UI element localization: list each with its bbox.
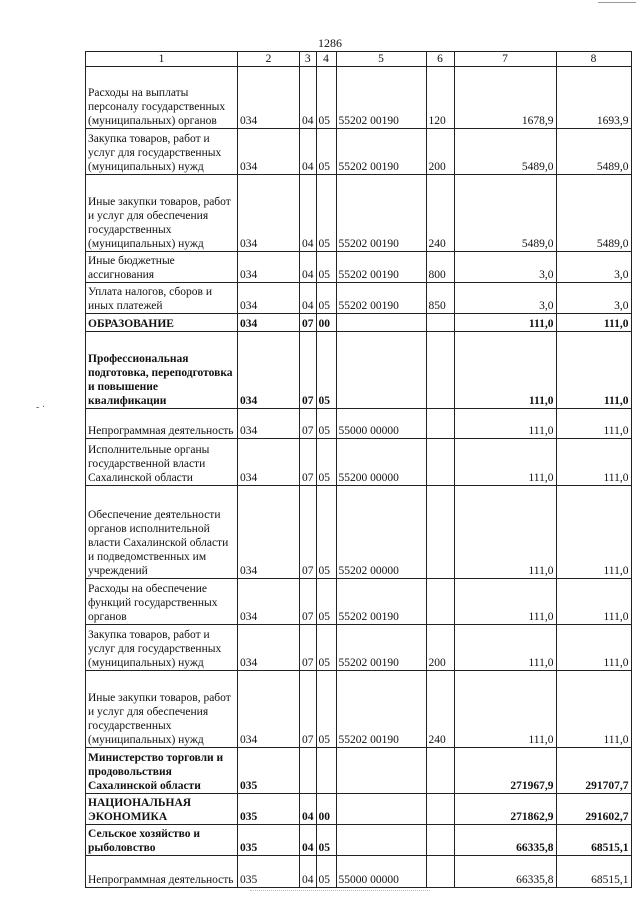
header-cell: 4	[316, 52, 336, 67]
table-row	[86, 486, 632, 579]
row-value-cell	[426, 579, 454, 625]
row-value-cell: 200	[426, 625, 454, 671]
row-value-cell: 800	[426, 252, 454, 283]
table-row	[86, 439, 632, 486]
row-value-cell: 55000 00000	[336, 409, 426, 439]
row-value-cell: 035	[238, 825, 300, 856]
row-name-cell: Непрограммная деятельность	[86, 856, 238, 888]
row-value-cell: 05	[316, 439, 336, 486]
row-value-cell: 111,0	[556, 486, 631, 579]
row-name-cell: Расходы на обеспечение функций государственных органов	[86, 579, 238, 625]
row-value-cell: 55202 00190	[336, 671, 426, 748]
row-name-cell: Уплата налогов, сборов и иных платежей	[86, 283, 238, 314]
row-value-cell: 111,0	[556, 409, 631, 439]
row-name-cell: Иные бюджетные ассигнования	[86, 252, 238, 283]
row-value-cell: 034	[238, 486, 300, 579]
row-name-cell: Закупка товаров, работ и услуг для государственных (муниципальных) нужд	[86, 625, 238, 671]
row-value-cell: 68515,1	[556, 825, 631, 856]
row-value-cell	[300, 748, 317, 794]
row-value-cell: 120	[426, 67, 454, 129]
row-value-cell: 034	[238, 439, 300, 486]
row-value-cell: 07	[300, 625, 317, 671]
row-value-cell: 5489,0	[556, 129, 631, 175]
row-value-cell	[336, 825, 426, 856]
row-value-cell: 07	[300, 579, 317, 625]
row-value-cell	[426, 439, 454, 486]
row-value-cell: 05	[316, 856, 336, 888]
row-value-cell: 05	[316, 486, 336, 579]
row-value-cell: 111,0	[454, 671, 556, 748]
row-value-cell: 55202 00190	[336, 283, 426, 314]
header-cell: 7	[454, 52, 556, 67]
row-value-cell: 07	[300, 486, 317, 579]
row-value-cell	[336, 794, 426, 825]
table-row	[86, 748, 632, 794]
row-value-cell: 07	[300, 314, 317, 332]
row-name-cell: Иные закупки товаров, работ и услуг для обеспечения государственных (муниципальных) нужд	[86, 671, 238, 748]
table-row	[86, 794, 632, 825]
header-row	[86, 52, 632, 67]
row-value-cell	[426, 748, 454, 794]
row-value-cell	[426, 825, 454, 856]
table-row	[86, 314, 632, 332]
row-value-cell: 55202 00190	[336, 129, 426, 175]
row-name-cell: Непрограммная деятельность	[86, 409, 238, 439]
header-cell: 5	[336, 52, 426, 67]
row-value-cell: 200	[426, 129, 454, 175]
row-value-cell: 05	[316, 825, 336, 856]
row-value-cell: 240	[426, 671, 454, 748]
row-value-cell: 3,0	[454, 252, 556, 283]
row-value-cell: 55200 00000	[336, 439, 426, 486]
row-value-cell: 66335,8	[454, 856, 556, 888]
row-value-cell: 271862,9	[454, 794, 556, 825]
row-name-cell: Расходы на выплаты персоналу государственных (муниципальных) органов	[86, 67, 238, 129]
table-row	[86, 175, 632, 252]
row-value-cell: 240	[426, 175, 454, 252]
row-value-cell: 04	[300, 825, 317, 856]
header-cell: 1	[86, 52, 238, 67]
row-value-cell: 1693,9	[556, 67, 631, 129]
row-value-cell: 111,0	[454, 332, 556, 409]
row-value-cell: 55000 00000	[336, 856, 426, 888]
row-value-cell: 111,0	[454, 439, 556, 486]
row-value-cell: 05	[316, 332, 336, 409]
row-name-cell: ОБРАЗОВАНИЕ	[86, 314, 238, 332]
row-value-cell: 5489,0	[556, 175, 631, 252]
row-value-cell: 05	[316, 579, 336, 625]
row-value-cell: 850	[426, 283, 454, 314]
table-row	[86, 283, 632, 314]
row-value-cell: 55202 00190	[336, 625, 426, 671]
row-value-cell: 035	[238, 856, 300, 888]
row-value-cell	[426, 856, 454, 888]
page-number: 1286	[318, 36, 342, 50]
table-row	[86, 129, 632, 175]
row-value-cell: 034	[238, 314, 300, 332]
row-value-cell: 034	[238, 671, 300, 748]
row-value-cell: 07	[300, 332, 317, 409]
corner-mark	[598, 2, 636, 3]
row-value-cell: 5489,0	[454, 129, 556, 175]
row-value-cell: 034	[238, 332, 300, 409]
table-row	[86, 409, 632, 439]
row-name-cell: Сельское хозяйство и рыболовство	[86, 825, 238, 856]
row-name-cell: НАЦИОНАЛЬНАЯ ЭКОНОМИКА	[86, 794, 238, 825]
row-value-cell: 5489,0	[454, 175, 556, 252]
row-value-cell: 111,0	[556, 314, 631, 332]
row-value-cell: 111,0	[454, 314, 556, 332]
row-value-cell: 3,0	[454, 283, 556, 314]
header-cell: 8	[556, 52, 631, 67]
row-name-cell: Исполнительные органы государственной власти Сахалинской области	[86, 439, 238, 486]
row-value-cell: 66335,8	[454, 825, 556, 856]
row-name-cell: Закупка товаров, работ и услуг для государственных (муниципальных) нужд	[86, 129, 238, 175]
row-value-cell: 034	[238, 579, 300, 625]
bottom-scan-marks	[250, 890, 430, 891]
row-value-cell: 04	[300, 175, 317, 252]
row-value-cell	[336, 748, 426, 794]
row-value-cell: 3,0	[556, 252, 631, 283]
row-value-cell	[426, 486, 454, 579]
row-value-cell: 111,0	[556, 579, 631, 625]
row-value-cell: 04	[300, 794, 317, 825]
row-value-cell: 034	[238, 409, 300, 439]
row-name-cell: Министерство торговли и продовольствия Сахалинской области	[86, 748, 238, 794]
row-value-cell: 07	[300, 439, 317, 486]
row-value-cell: 034	[238, 252, 300, 283]
row-value-cell: 271967,9	[454, 748, 556, 794]
row-value-cell: 55202 00190	[336, 67, 426, 129]
row-value-cell: 04	[300, 67, 317, 129]
row-value-cell: 111,0	[556, 439, 631, 486]
table-row	[86, 579, 632, 625]
row-value-cell	[426, 409, 454, 439]
row-value-cell	[336, 332, 426, 409]
row-value-cell: 034	[238, 129, 300, 175]
row-value-cell: 291602,7	[556, 794, 631, 825]
row-value-cell	[426, 314, 454, 332]
row-value-cell: 034	[238, 175, 300, 252]
row-value-cell: 111,0	[454, 409, 556, 439]
table-row	[86, 825, 632, 856]
row-value-cell: 04	[300, 856, 317, 888]
row-value-cell: 05	[316, 409, 336, 439]
row-name-cell: Иные закупки товаров, работ и услуг для обеспечения государственных (муниципальных) нужд	[86, 175, 238, 252]
row-value-cell: 68515,1	[556, 856, 631, 888]
row-value-cell: 55202 00000	[336, 486, 426, 579]
row-value-cell: 55202 00190	[336, 579, 426, 625]
row-name-cell: Профессиональная подготовка, переподготовка и повышение квалификации	[86, 332, 238, 409]
margin-mark: - ·	[36, 402, 46, 413]
row-value-cell	[336, 314, 426, 332]
row-value-cell: 035	[238, 794, 300, 825]
row-value-cell: 05	[316, 129, 336, 175]
row-value-cell: 111,0	[556, 332, 631, 409]
row-value-cell: 111,0	[556, 671, 631, 748]
table-row	[86, 671, 632, 748]
row-value-cell: 111,0	[454, 579, 556, 625]
row-value-cell: 05	[316, 283, 336, 314]
table-body	[86, 67, 632, 888]
header-cell: 2	[238, 52, 300, 67]
row-value-cell: 291707,7	[556, 748, 631, 794]
row-value-cell: 05	[316, 625, 336, 671]
row-value-cell: 05	[316, 67, 336, 129]
row-value-cell: 111,0	[556, 625, 631, 671]
row-value-cell: 05	[316, 252, 336, 283]
row-value-cell: 111,0	[454, 625, 556, 671]
table-row	[86, 332, 632, 409]
row-value-cell: 1678,9	[454, 67, 556, 129]
row-name-cell: Обеспечение деятельности органов исполнительной власти Сахалинской области и подведомственных им учреждений	[86, 486, 238, 579]
table-row	[86, 252, 632, 283]
row-value-cell: 3,0	[556, 283, 631, 314]
row-value-cell: 05	[316, 175, 336, 252]
row-value-cell: 034	[238, 67, 300, 129]
row-value-cell	[426, 794, 454, 825]
row-value-cell: 04	[300, 129, 317, 175]
row-value-cell: 07	[300, 671, 317, 748]
row-value-cell: 111,0	[454, 486, 556, 579]
row-value-cell: 00	[316, 314, 336, 332]
row-value-cell: 034	[238, 283, 300, 314]
table-row	[86, 67, 632, 129]
row-value-cell: 04	[300, 252, 317, 283]
row-value-cell: 55202 00190	[336, 175, 426, 252]
row-value-cell: 035	[238, 748, 300, 794]
row-value-cell: 07	[300, 409, 317, 439]
row-value-cell	[426, 332, 454, 409]
table-row	[86, 856, 632, 888]
row-value-cell: 05	[316, 671, 336, 748]
table-row	[86, 625, 632, 671]
header-cell: 3	[300, 52, 317, 67]
row-value-cell: 04	[300, 283, 317, 314]
row-value-cell: 00	[316, 794, 336, 825]
header-cell: 6	[426, 52, 454, 67]
row-value-cell: 55202 00190	[336, 252, 426, 283]
row-value-cell: 034	[238, 625, 300, 671]
budget-table	[85, 51, 632, 888]
row-value-cell	[316, 748, 336, 794]
